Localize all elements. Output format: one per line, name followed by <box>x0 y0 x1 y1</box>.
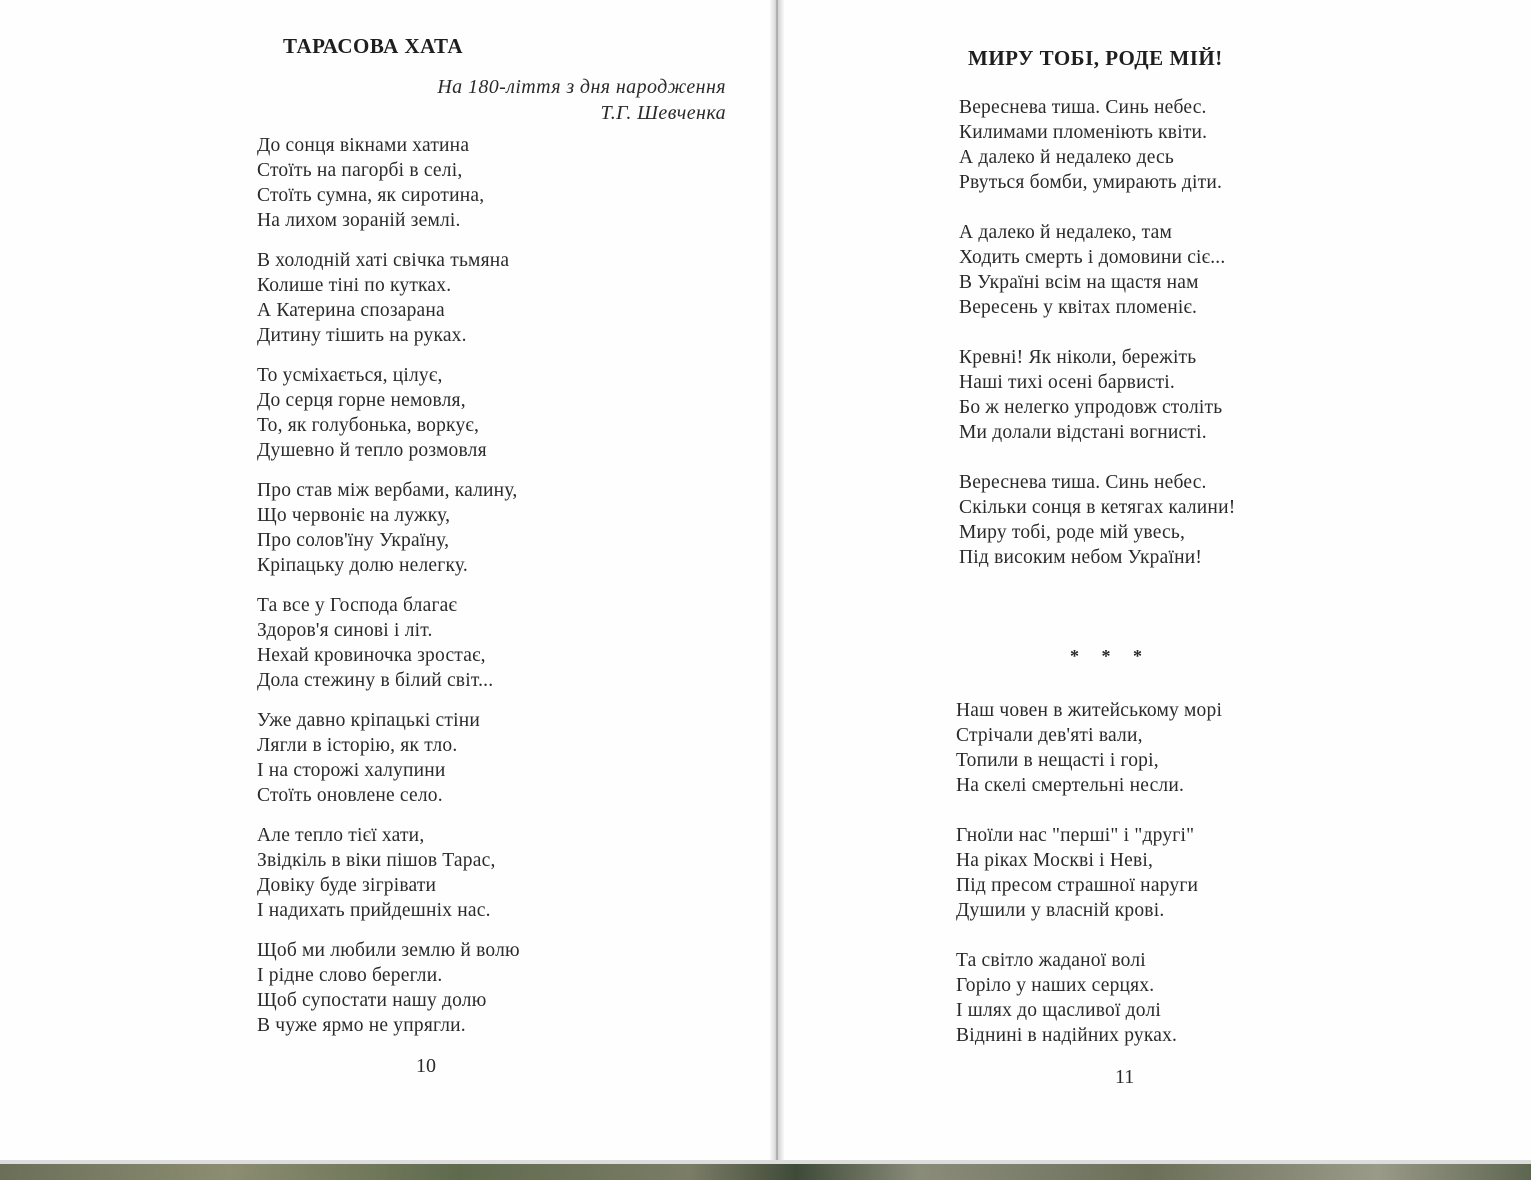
right-poem-body <box>959 95 1235 595</box>
poem-line: Та все у Господа благає <box>257 595 458 616</box>
stanza <box>257 593 520 693</box>
poem-line: До сонця вікнами хатина <box>257 135 470 156</box>
poem-line: В холодній хаті свічка тьмяна <box>257 250 510 271</box>
left-poem-body <box>257 133 520 1053</box>
page-number-right: 11 <box>1115 1066 1135 1088</box>
poem-line: А далеко й недалеко, там <box>959 222 1173 243</box>
stanza <box>257 708 520 808</box>
poem-line: Душевно й тепло розмовля <box>257 440 487 461</box>
poem-line: Кревні! Як ніколи, бережіть <box>959 347 1197 368</box>
stanza <box>257 478 520 578</box>
stanza <box>956 948 1222 1048</box>
poem-line: І надихать прийдешніх нас. <box>257 900 491 921</box>
poem-line: Бо ж нелегко упродовж століть <box>959 397 1223 418</box>
dedication-line: На 180-ліття з дня народження <box>437 76 726 98</box>
poem-line: Під пресом страшної наруги <box>956 875 1199 896</box>
stanza <box>956 823 1222 923</box>
poem-line: Рвуться бомби, умирають діти. <box>959 172 1223 193</box>
section-separator: * * * <box>1070 646 1151 666</box>
poem-line: Вереснева тиша. Синь небес. <box>959 472 1207 493</box>
poem-line: До серця горне немовля, <box>257 390 466 411</box>
poem-line: Килимами пломеніють квіти. <box>959 122 1208 143</box>
poem-line: Миру тобі, роде мій увесь, <box>959 522 1186 543</box>
poem-line: Кріпацьку долю нелегку. <box>257 555 468 576</box>
stanza <box>959 345 1235 445</box>
stanza <box>956 698 1222 798</box>
poem-line: Скільки сонця в кетягах калини! <box>959 497 1236 518</box>
poem-line: На лихом зораній землі. <box>257 210 461 231</box>
poem-line: Гноїли нас "перші" і "другі" <box>956 825 1195 846</box>
poem-line: Душили у власній крові. <box>956 900 1165 921</box>
poem-line: Нехай кровиночка зростає, <box>257 645 486 666</box>
poem-line: І шлях до щасливої долі <box>956 1000 1162 1021</box>
poem-line: Але тепло тієї хати, <box>257 825 425 846</box>
poem-line: На ріках Москві і Неві, <box>956 850 1154 871</box>
poem-dedication <box>437 74 726 126</box>
poem-line: Та світло жаданої волі <box>956 950 1146 971</box>
poem-line: Віднині в надійних руках. <box>956 1025 1178 1046</box>
poem-line: То усміхається, цілує, <box>257 365 443 386</box>
poem-line: Стоїть оновлене село. <box>257 785 443 806</box>
poem-line: Уже давно кріпацькі стіни <box>257 710 480 731</box>
poem-line: Щоб супостати нашу долю <box>257 990 487 1011</box>
right-poem-title: МИРУ ТОБІ, РОДЕ МІЙ! <box>968 46 1223 70</box>
dedication-line: Т.Г. Шевченка <box>600 102 726 124</box>
poem-line: І рідне слово берегли. <box>257 965 443 986</box>
poem-line: Вересень у квітах пломеніє. <box>959 297 1198 318</box>
bottom-edge-strip <box>0 1160 1531 1180</box>
poem-line: Дола стежину в білий світ... <box>257 670 494 691</box>
poem-line: Стоїть на пагорбі в селі, <box>257 160 463 181</box>
stanza <box>959 95 1235 195</box>
poem-line: Що червоніє на лужку, <box>257 505 451 526</box>
poem-line: Колише тіні по кутках. <box>257 275 452 296</box>
poem-line: Звідкіль в віки пішов Тарас, <box>257 850 496 871</box>
poem-line: Стрічали дев'яті вали, <box>956 725 1143 746</box>
poem-line: Довіку буде зігрівати <box>257 875 437 896</box>
stanza <box>257 823 520 923</box>
poem-line: А Катерина спозарана <box>257 300 445 321</box>
poem-line: Топили в нещасті і горі, <box>956 750 1159 771</box>
poem-line: А далеко й недалеко десь <box>959 147 1174 168</box>
poem-line: Лягли в історію, як тло. <box>257 735 458 756</box>
poem-line: Дитину тішить на руках. <box>257 325 467 346</box>
poem-line: Стоїть сумна, як сиротина, <box>257 185 485 206</box>
book-gutter <box>770 0 784 1165</box>
poem-line: Ми долали відстані вогнисті. <box>959 422 1207 443</box>
poem-line: В Україні всім на щастя нам <box>959 272 1199 293</box>
stanza <box>959 220 1235 320</box>
stanza <box>959 470 1235 570</box>
poem-line: Про солов'їну Україну, <box>257 530 450 551</box>
poem-line: Здоров'я синові і літ. <box>257 620 433 641</box>
poem-line: Наш човен в житейському морі <box>956 700 1223 721</box>
poem-line: Горіло у наших серцях. <box>956 975 1155 996</box>
stanza <box>257 133 520 233</box>
poem-line: Ходить смерть і домовини сіє... <box>959 247 1226 268</box>
page-number-left: 10 <box>416 1055 436 1077</box>
stanza <box>257 363 520 463</box>
poem-line: Веpеснева тиша. Синь небес. <box>959 97 1207 118</box>
poem-line: Наші тихі осені барвисті. <box>959 372 1175 393</box>
poem-line: Під високим небом України! <box>959 547 1203 568</box>
left-poem-title: ТАРАСОВА ХАТА <box>283 34 464 58</box>
poem-line: І на сторожі халупини <box>257 760 446 781</box>
stanza <box>257 938 520 1038</box>
right-poem-2-body <box>956 698 1222 1073</box>
poem-line: Про став між вербами, калину, <box>257 480 518 501</box>
poem-line: То, як голубонька, воркує, <box>257 415 480 436</box>
poem-line: На скелі смертельні несли. <box>956 775 1185 796</box>
stanza <box>257 248 520 348</box>
poem-line: В чуже ярмо не упрягли. <box>257 1015 466 1036</box>
poem-line: Щоб ми любили землю й волю <box>257 940 520 961</box>
